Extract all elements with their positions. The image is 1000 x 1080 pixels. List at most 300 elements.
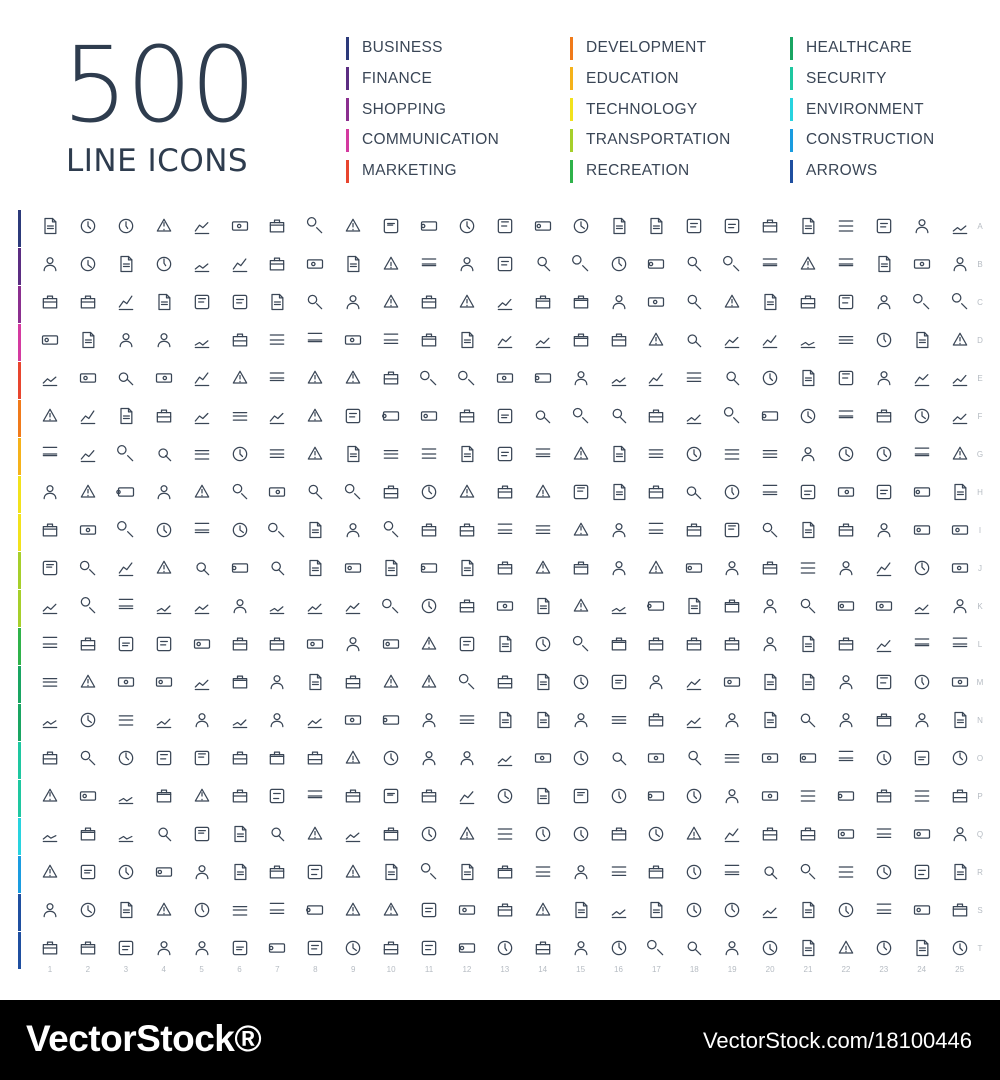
share-arrow-icon (642, 934, 670, 962)
battery-low-icon (832, 516, 860, 544)
split-arrow-icon (870, 896, 898, 924)
first-aid-icon (188, 706, 216, 734)
row-letter: T (977, 944, 983, 953)
delivery-truck-icon (718, 592, 746, 620)
graduation-cap-icon (870, 478, 898, 506)
ruler-triangle-icon (74, 478, 102, 506)
cloud-download-icon (226, 554, 254, 582)
row-letter: D (977, 336, 983, 345)
sun-icon (415, 820, 443, 848)
hospital-sign-icon (150, 706, 178, 734)
category-color-bar (570, 37, 573, 60)
blender-icon (908, 554, 936, 582)
category-item (346, 36, 499, 60)
pen-icon (946, 440, 974, 468)
category-item (790, 159, 934, 183)
warning-coin-icon (529, 326, 557, 354)
category-label: COMMUNICATION (362, 131, 500, 149)
align-left-icon (491, 440, 519, 468)
pause-icon (263, 896, 291, 924)
star-of-life-icon (415, 706, 443, 734)
checklist-icon (226, 250, 254, 278)
phone-lock-icon (491, 744, 519, 772)
kettlebell-icon (946, 668, 974, 696)
row-category-bar (18, 438, 21, 475)
iv-drip-icon (756, 706, 784, 734)
coffee-machine-icon (870, 554, 898, 582)
charging-station-icon (642, 782, 670, 810)
watermark-banner (0, 1000, 1000, 1080)
font-size-icon (301, 440, 329, 468)
row-letter: H (977, 488, 983, 497)
browser-icon (756, 402, 784, 430)
feedback-icon (870, 364, 898, 392)
recycle-icon (567, 782, 595, 810)
satellite-icon (377, 592, 405, 620)
pie-chart-icon (946, 250, 974, 278)
sleet-icon (301, 820, 329, 848)
crop-icon (680, 440, 708, 468)
wind-turbine-icon (491, 782, 519, 810)
megaphone-icon (756, 364, 784, 392)
smartwatch-icon (74, 516, 102, 544)
cheers-icon (870, 630, 898, 658)
column-number: 4 (161, 965, 166, 974)
handshake-icon (150, 212, 178, 240)
mouse-icon (263, 516, 291, 544)
refresh-clock-icon (642, 250, 670, 278)
credit-card-icon (794, 288, 822, 316)
row-letter: F (977, 412, 983, 421)
cog-icon (567, 402, 595, 430)
broadcast-icon (36, 554, 64, 582)
woman-icon (529, 364, 557, 392)
row-letter: N (977, 716, 983, 725)
solar-panel-icon (453, 782, 481, 810)
glasses-icon (377, 478, 405, 506)
anchor-icon (491, 630, 519, 658)
chain-icon (36, 402, 64, 430)
scissors-icon (150, 478, 178, 506)
row-letter: S (977, 906, 983, 915)
fast-forward-icon (605, 896, 633, 924)
paintbrush-icon (263, 478, 291, 506)
target-icon (377, 212, 405, 240)
printer-icon (529, 516, 557, 544)
column-number: 8 (313, 965, 318, 974)
shopping-bag-icon (680, 326, 708, 354)
cart-empty-icon (339, 326, 367, 354)
scale-icon (946, 554, 974, 582)
cocktail-icon (908, 630, 936, 658)
calendar-edit-icon (339, 250, 367, 278)
row-letter: Q (976, 830, 984, 839)
baseball-icon (491, 668, 519, 696)
rewind-icon (642, 896, 670, 924)
beach-icon (74, 668, 102, 696)
eco-cycle-icon (605, 782, 633, 810)
bandage-icon (870, 706, 898, 734)
worker-icon (718, 858, 746, 886)
row-letter: O (976, 754, 984, 763)
category-item (346, 159, 499, 183)
nurse-icon (567, 706, 595, 734)
fire-engine-icon (377, 782, 405, 810)
category-item (570, 128, 731, 152)
mobile-payment-icon (301, 288, 329, 316)
task-icon (529, 250, 557, 278)
ticket-icon (680, 630, 708, 658)
snow-icon (263, 820, 291, 848)
apple-icon (491, 478, 519, 506)
category-color-bar (790, 129, 793, 152)
check-icon (718, 896, 746, 924)
road-icon (415, 592, 443, 620)
category-item (790, 36, 934, 60)
celsius-icon (642, 820, 670, 848)
exchange-icon (605, 212, 633, 240)
mobile-chat-icon (301, 364, 329, 392)
traffic-light-icon (491, 592, 519, 620)
shield-icon (453, 744, 481, 772)
garage-icon (36, 896, 64, 924)
row-category-bar (18, 400, 21, 437)
teacher-icon (832, 478, 860, 506)
hot-air-balloon-icon (605, 630, 633, 658)
windows-icon (718, 402, 746, 430)
category-item (790, 128, 934, 152)
toolbox-icon (377, 858, 405, 886)
category-label: FINANCE (362, 69, 433, 87)
roadblock-icon (946, 858, 974, 886)
fire-truck-icon (301, 630, 329, 658)
row-category-bar (18, 286, 21, 323)
alarm-panel-icon (112, 782, 140, 810)
pill-half-icon (946, 706, 974, 734)
column-number: 12 (462, 965, 472, 974)
passport-icon (36, 592, 64, 620)
surveillance-monitor-icon (718, 744, 746, 772)
sedan-icon (112, 630, 140, 658)
video-lesson-icon (718, 478, 746, 506)
category-label: MARKETING (362, 162, 457, 180)
tools-icon (529, 402, 557, 430)
column-number: 18 (689, 965, 699, 974)
id-card-icon (188, 212, 216, 240)
row-letter: L (977, 640, 983, 649)
plug-icon (870, 858, 898, 886)
trolleybus-icon (339, 630, 367, 658)
row-category-bar (18, 818, 21, 855)
column-number: 14 (538, 965, 548, 974)
u-turn-icon (150, 934, 178, 962)
page-title-number: 500 (62, 24, 255, 146)
repeat-icon (680, 934, 708, 962)
category-item (570, 67, 731, 91)
test-tube-icon (794, 706, 822, 734)
compass-icon (301, 592, 329, 620)
floor-plan-icon (605, 858, 633, 886)
fire-extinguisher-icon (263, 744, 291, 772)
time-icon (680, 250, 708, 278)
cctv-icon (74, 782, 102, 810)
quote-icon (263, 440, 291, 468)
sim-card-icon (908, 516, 936, 544)
bicycle-icon (794, 668, 822, 696)
user-female-icon (74, 212, 102, 240)
money-cycle-icon (377, 288, 405, 316)
eject-icon (339, 896, 367, 924)
film-icon (377, 402, 405, 430)
padlock-icon (642, 744, 670, 772)
temperature-icon (567, 820, 595, 848)
column-number: 7 (275, 965, 280, 974)
ruler-icon (112, 478, 140, 506)
column-number: 1 (47, 965, 53, 974)
podium-icon (718, 668, 746, 696)
flask-icon (832, 706, 860, 734)
presentation-icon (832, 250, 860, 278)
row-category-bar (18, 514, 21, 551)
world-icon (756, 250, 784, 278)
document-icon (301, 212, 329, 240)
excavator-icon (453, 858, 481, 886)
media-box-icon (415, 402, 443, 430)
server-icon (150, 554, 178, 582)
category-item (346, 98, 499, 122)
cpu-icon (36, 516, 64, 544)
3d-glasses-icon (491, 554, 519, 582)
clipboard-icon (188, 250, 216, 278)
laptop-payment-icon (339, 288, 367, 316)
hierarchy-icon (680, 212, 708, 240)
lightbulb-icon (605, 402, 633, 430)
price-tag-icon (605, 326, 633, 354)
text-lines-icon (453, 440, 481, 468)
injection-icon (188, 744, 216, 772)
building-icon (226, 212, 254, 240)
analytics-icon (226, 402, 254, 430)
gamepad-icon (491, 402, 519, 430)
money-bag-icon (226, 288, 254, 316)
hard-hat-icon (756, 858, 784, 886)
bar-graph-icon (36, 288, 64, 316)
phone-icon (870, 326, 898, 354)
font-icon (339, 440, 367, 468)
file-copy-icon (908, 402, 936, 430)
fuel-icon (150, 592, 178, 620)
dump-truck-icon (491, 858, 519, 886)
numbered-list-icon (605, 440, 633, 468)
profile-card-icon (832, 212, 860, 240)
category-label: EDUCATION (586, 69, 679, 87)
hammer-icon (150, 858, 178, 886)
piggy-bank-icon (188, 288, 216, 316)
builder-icon (794, 858, 822, 886)
team-icon (642, 212, 670, 240)
fingerprint-icon (567, 744, 595, 772)
server-network-icon (112, 554, 140, 582)
row-category-bar (18, 362, 21, 399)
speaker-icon (377, 554, 405, 582)
window-icon (642, 858, 670, 886)
category-label: ARROWS (806, 162, 878, 180)
feather-icon (453, 478, 481, 506)
category-color-bar (346, 37, 349, 60)
row-letter: B (977, 260, 983, 269)
sun-cloud-icon (908, 782, 936, 810)
media-player-icon (339, 554, 367, 582)
shuffle-icon (718, 934, 746, 962)
at-sign-icon (226, 364, 254, 392)
rugby-ball-icon (453, 668, 481, 696)
fork-arrow-icon (908, 896, 936, 924)
column-number: 21 (803, 965, 813, 974)
move-icon (188, 934, 216, 962)
split-lanes-icon (756, 934, 784, 962)
instruments-icon (605, 706, 633, 734)
click-icon (680, 364, 708, 392)
medical-helicopter-icon (263, 706, 291, 734)
row-category-bar (18, 742, 21, 779)
category-item (570, 36, 731, 60)
cash-icon (680, 288, 708, 316)
suv-icon (74, 630, 102, 658)
battery-charging-icon (870, 516, 898, 544)
bill-icon (756, 288, 784, 316)
rocket-icon (642, 402, 670, 430)
line-chart-icon (870, 250, 898, 278)
column-number: 6 (237, 965, 242, 974)
row-letter: I (978, 526, 982, 535)
close-icon (680, 896, 708, 924)
car-icon (36, 630, 64, 658)
power-plant-icon (718, 782, 746, 810)
eraser-icon (832, 440, 860, 468)
category-item (790, 67, 934, 91)
keypad-icon (529, 744, 557, 772)
search-user-icon (946, 212, 974, 240)
plus-icon (453, 896, 481, 924)
mobile-home-icon (150, 782, 178, 810)
download-icon (605, 592, 633, 620)
microscope-icon (642, 478, 670, 506)
stretcher-icon (339, 706, 367, 734)
row-category-bar (18, 704, 21, 741)
van-icon (756, 592, 784, 620)
image-id-text: VectorStock.com/18100446 (702, 1028, 972, 1053)
globe-icon (339, 364, 367, 392)
align-center-icon (567, 440, 595, 468)
category-color-bar (570, 67, 573, 90)
flashlight-icon (946, 744, 974, 772)
brush-icon (908, 440, 936, 468)
wind-icon (870, 820, 898, 848)
store-icon (112, 326, 140, 354)
monitor-icon (226, 516, 254, 544)
travel-bag-icon (794, 630, 822, 658)
power-icon (415, 896, 443, 924)
calculator-icon (74, 288, 102, 316)
category-label: SHOPPING (362, 100, 447, 118)
ship-icon (908, 592, 936, 620)
t-junction-icon (112, 934, 140, 962)
network-icon (377, 364, 405, 392)
tramcar-icon (377, 630, 405, 658)
location-pin-icon (112, 364, 140, 392)
category-label: TRANSPORTATION (586, 131, 731, 149)
thunderstorm-icon (150, 820, 178, 848)
piano-icon (301, 478, 329, 506)
rss-icon (605, 364, 633, 392)
paperclip-icon (870, 440, 898, 468)
mask-icon (908, 364, 936, 392)
bottle-icon (36, 706, 64, 734)
medal-icon (642, 668, 670, 696)
floppy-icon (36, 440, 64, 468)
receipt-icon (36, 326, 64, 354)
page-subtitle: LINE ICONS (66, 143, 249, 179)
add-user-icon (415, 364, 443, 392)
tooth-icon (642, 706, 670, 734)
collapse-icon (226, 934, 254, 962)
compress-icon (946, 934, 974, 962)
column-number: 20 (765, 965, 775, 974)
magnify-bug-icon (112, 744, 140, 772)
map-icon (263, 592, 291, 620)
shield-check-icon (226, 782, 254, 810)
category-color-bar (790, 37, 793, 60)
support-woman-icon (794, 326, 822, 354)
usb-drive-icon (946, 478, 974, 506)
cloud-icon (188, 554, 216, 582)
headphones-icon (301, 554, 329, 582)
safe-icon (150, 288, 178, 316)
bank-icon (112, 288, 140, 316)
thermometer-icon (680, 706, 708, 734)
bowling-icon (339, 668, 367, 696)
wallet-icon (832, 288, 860, 316)
row-letter: R (977, 868, 983, 877)
column-number: 19 (727, 965, 737, 974)
star-badge-icon (567, 326, 595, 354)
certificate-icon (794, 478, 822, 506)
clapperboard-icon (529, 554, 557, 582)
snorkel-icon (112, 668, 140, 696)
crane-icon (567, 858, 595, 886)
home-wifi-icon (36, 782, 64, 810)
person-icon (453, 364, 481, 392)
warning-sign-icon (832, 858, 860, 886)
heater-icon (946, 820, 974, 848)
notepad-icon (112, 250, 140, 278)
barrier-icon (908, 744, 936, 772)
helicopter-icon (946, 592, 974, 620)
link-icon (946, 364, 974, 392)
camera-icon (377, 516, 405, 544)
category-color-bar (346, 67, 349, 90)
badge-icon (718, 212, 746, 240)
bus-icon (226, 630, 254, 658)
robot-vacuum-icon (756, 554, 784, 582)
screwdriver-icon (263, 858, 291, 886)
folder-icon (870, 402, 898, 430)
all-directions-icon (870, 934, 898, 962)
recycle-bin-icon (529, 782, 557, 810)
category-label: DEVELOPMENT (586, 39, 707, 56)
ruble-coin-icon (567, 288, 595, 316)
brand-logo: VectorStock® (26, 1018, 262, 1059)
